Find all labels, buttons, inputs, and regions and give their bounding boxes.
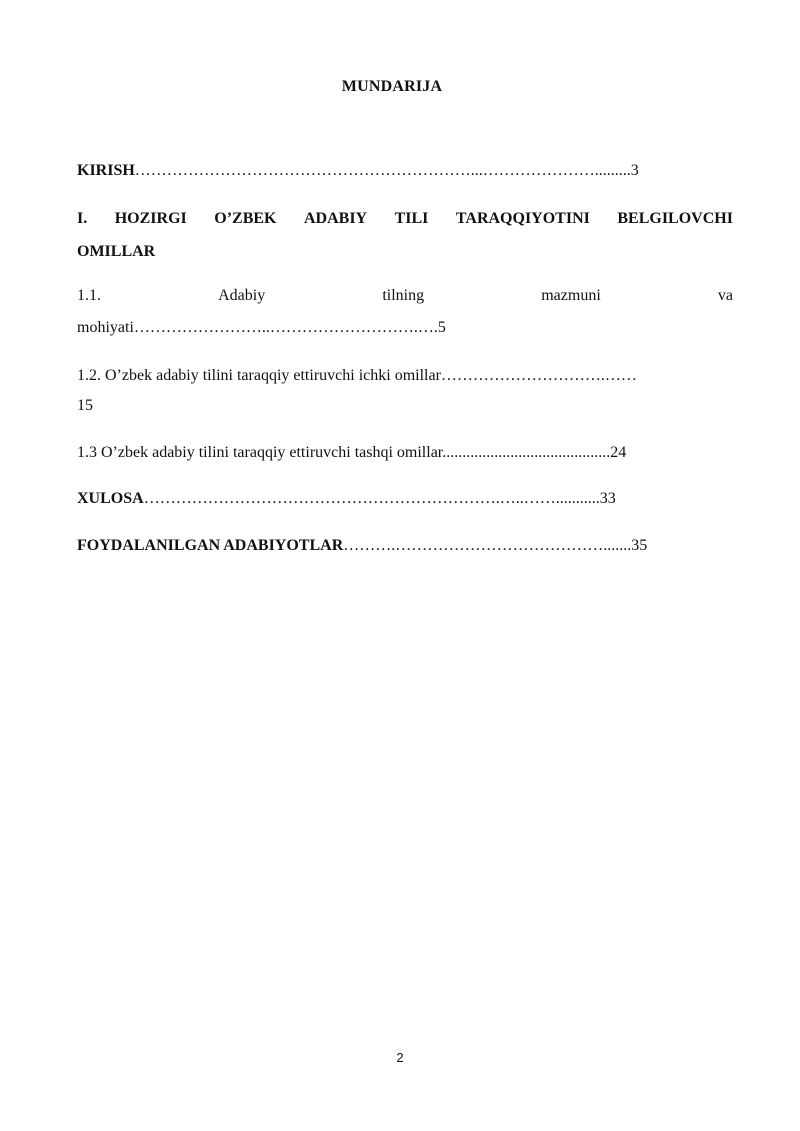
toc-entry-1-3: [77, 441, 733, 465]
toc-entry-1-2: [77, 364, 733, 418]
toc-leader-dots: ………………………………………………………...………………….........: [134, 162, 631, 179]
section-1-2-line-2: 15: [77, 397, 93, 414]
chapter-1-word: O’ZBEK: [214, 210, 277, 227]
chapter-1-word: ADABIY: [303, 210, 368, 227]
chapter-1-word: BELGILOVCHI: [617, 210, 733, 227]
chapter-1-line-1: [77, 202, 733, 235]
toc-page-number: 33: [599, 490, 616, 507]
footer-page-number: 2: [396, 1050, 404, 1065]
toc-entry-xulosa: [77, 487, 733, 511]
section-word: va: [717, 287, 733, 304]
section-1-3-text: 1.3 O’zbek adabiy tilini taraqqiy ettiruvchi tashqi omillar..........................................24: [77, 444, 627, 461]
toc-page-number: 35: [631, 537, 648, 554]
chapter-1-word: I.: [77, 210, 88, 227]
section-word: tilning: [382, 287, 425, 304]
toc-entry-foydalanilgan-adabiyotlar: [77, 534, 733, 558]
toc-entry-label: KIRISH: [77, 162, 135, 179]
toc-entry-1-1: [77, 284, 733, 340]
chapter-1-word: TILI: [394, 210, 429, 227]
toc-entry-label: FOYDALANILGAN ADABIYOTLAR: [77, 537, 344, 554]
chapter-1-word: TARAQQIYOTINI: [455, 210, 590, 227]
section-word: Adabiy: [218, 287, 266, 304]
section-1-1-line-1: [77, 284, 733, 308]
page-title: MUNDARIJA: [341, 78, 443, 95]
chapter-1-line-2: OMILLAR: [77, 243, 156, 260]
toc-page-number: 3: [630, 162, 639, 179]
section-1-2-line-1: 1.2. O’zbek adabiy tilini taraqqiy ettiruvchi ichki omillar………………………….……: [77, 367, 637, 384]
toc-leader-dots: ………………………………………………………….…..……...........: [143, 490, 600, 507]
toc-entry-kirish: [77, 159, 733, 183]
section-1-1-line-2: mohiyati……………………..……………………….….5: [77, 319, 446, 336]
section-word: mazmuni: [541, 287, 601, 304]
toc-leader-dots: ……….………………………………….......: [343, 537, 632, 554]
section-word: 1.1.: [77, 287, 101, 304]
toc-entry-label: XULOSA: [77, 490, 144, 507]
chapter-1-word: HOZIRGI: [114, 210, 187, 227]
toc-entry-chapter-1: [77, 202, 733, 268]
